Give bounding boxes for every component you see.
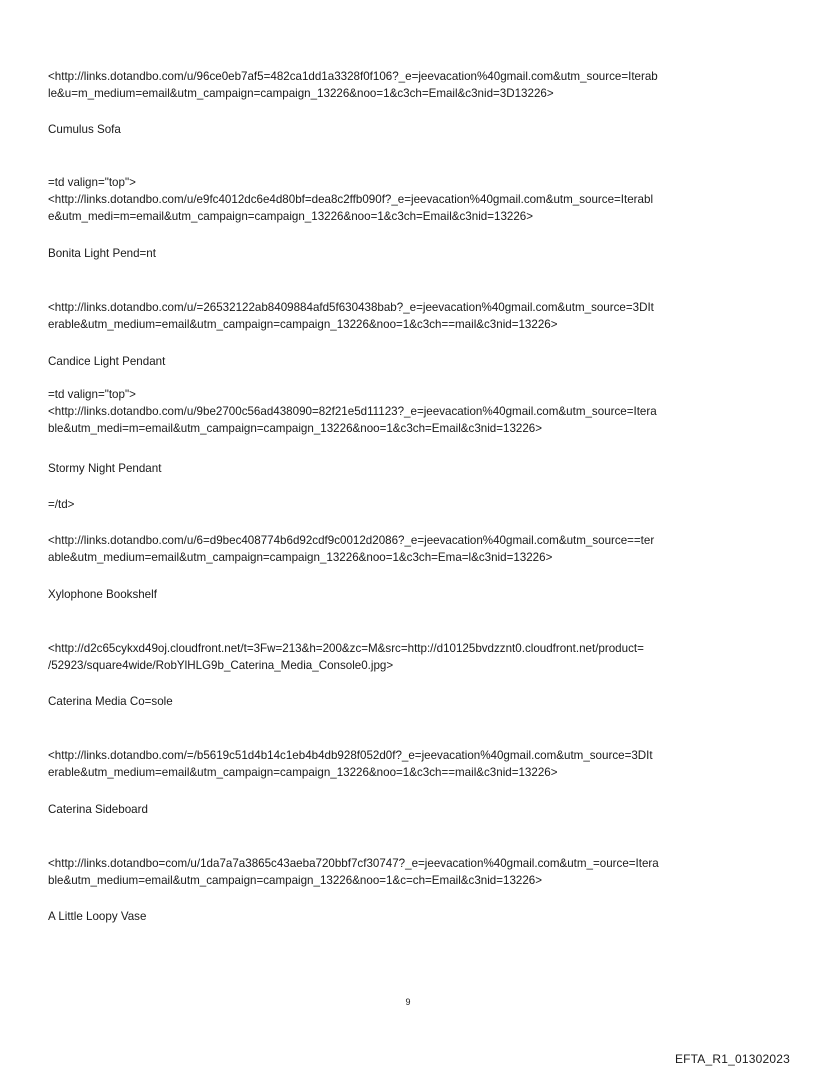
url-line: <http://links.dotandbo=com/u/1da7a7a3865c43aeba720bbf7cf30747?_e=jeevacation%40gmail.com&utm_=ource=Itera ble&utm_medium=email&utm_campaign=campaign_13226&noo=1&c=ch=Email&c3nid=13226> (48, 857, 659, 887)
url-line: <http://links.dotandbo.com/u/6=d9bec408774b6d92cdf9c0012d2086?_e=jeevacation%40gmail.com&utm_source==ter able&utm_medium=email&utm_campaign=campaign_13226&noo=1&c3ch=Ema=l&c3nid=13226> (48, 534, 655, 564)
image-url-line: <http://d2c65cykxd49oj.cloudfront.net/t=3Fw=213&h=200&zc=M&src=http://d10125bvdzznt0.cloudfront.net/product= /52923/square4wide/RobYlHLG9b_Caterina_Media_Console0.jpg> (48, 642, 644, 672)
url-line: <http://links.dotandbo.com/u/96ce0eb7af5=482ca1dd1a3328f0f106?_e=jeevacation%40gmail.com&utm_source=Iterab le&u=m_medium=email&utm_campaign=campaign_13226&noo=1&c3ch=Email&c3nid=3D13226> (48, 70, 658, 100)
product-name: Stormy Night Pendant (48, 462, 162, 475)
product-name: Xylophone Bookshelf (48, 588, 157, 601)
url-line: =td valign="top"> <http://links.dotandbo.com/u/9be2700c56ad438090=82f21e5d11123?_e=jeevacation%40gmail.com&utm_source=Itera ble&utm_medi=m=email&utm_campaign=campaign_13226&noo=1&c3ch=Email&c3nid=13226> (48, 388, 657, 435)
document-id: EFTA_R1_01302023 (674, 1052, 790, 1066)
product-name: Bonita Light Pend=nt (48, 247, 156, 260)
product-name: Caterina Sideboard (48, 803, 148, 816)
product-name: Candice Light Pendant (48, 355, 166, 368)
url-line: <http://links.dotandbo.com/=/b5619c51d4b14c1eb4b4db928f052d0f?_e=jeevacation%40gmail.com&utm_source=3DIt erable&utm_medium=email&utm_campaign=campaign_13226&noo=1&c3ch==mail&c3nid=13226> (48, 749, 653, 779)
page-number: 9 (405, 997, 411, 1007)
product-name: Cumulus Sofa (48, 123, 121, 136)
markup-fragment: =/td> (48, 498, 75, 511)
url-line: =td valign="top"> <http://links.dotandbo.com/u/e9fc4012dc6e4d80bf=dea8c2ffb090f?_e=jeevacation%40gmail.com&utm_source=Iterabl e&utm_medi=m=email&utm_campaign=campaign_13226&noo=1&c3ch=Email&c3nid=13226> (48, 176, 654, 223)
url-line: <http://links.dotandbo.com/u/=26532122ab8409884afd5f630438bab?_e=jeevacation%40gmail.com&utm_source=3DIt erable&utm_medium=email&utm_campaign=campaign_13226&noo=1&c3ch==mail&c3nid=13226> (48, 301, 654, 331)
product-name: A Little Loopy Vase (48, 910, 147, 923)
product-name: Caterina Media Co=sole (48, 695, 173, 708)
